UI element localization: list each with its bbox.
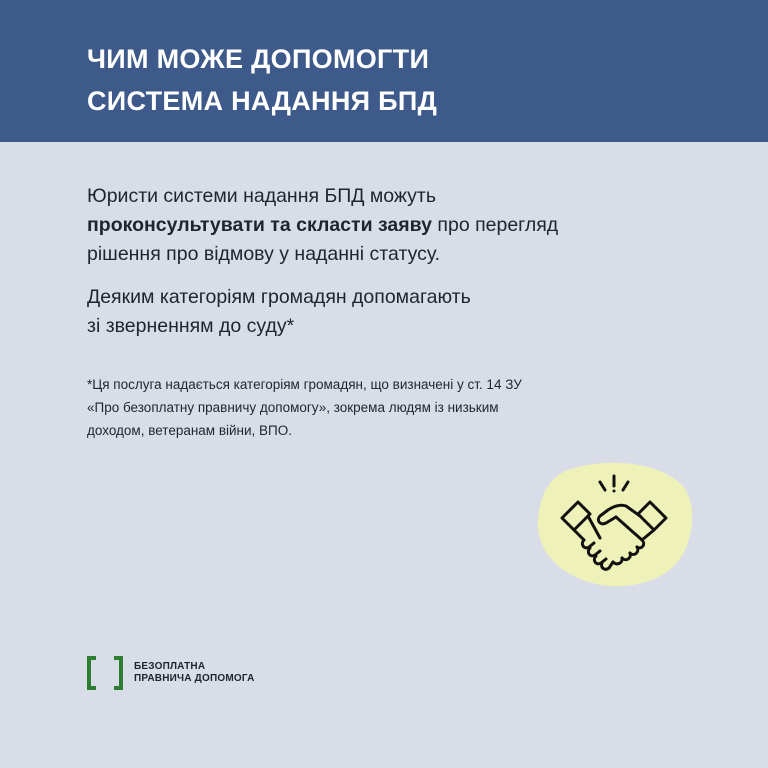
logo-line-1: БЕЗОПЛАТНА (134, 661, 206, 672)
footnote-line-1: *Ця послуга надається категоріям громадян, що визначені у ст. 14 ЗУ (87, 377, 522, 392)
paragraph-court-line-1: Деяким категоріям громадян допомагають (87, 286, 471, 308)
header-banner (0, 0, 768, 142)
title-line-1: ЧИМ МОЖЕ ДОПОМОГТИ (87, 44, 430, 74)
paragraph-lawyers-line-1: Юристи системи надання БПД можуть (87, 185, 437, 207)
paragraph-lawyers-line-2-rest: про перегляд (432, 214, 559, 236)
logo (86, 656, 255, 690)
logo-bracket-icon (86, 656, 124, 690)
page-title (87, 38, 437, 122)
paragraph-court (87, 283, 647, 341)
handshake-illustration (534, 460, 694, 590)
logo-text (134, 661, 255, 685)
highlight-consult-text: проконсультувати та скласти заяву (87, 214, 432, 236)
paragraph-lawyers-line-3: рішення про відмову у наданні статусу. (87, 243, 441, 265)
main-text (87, 182, 647, 355)
footnote-line-2: «Про безоплатну правничу допомогу», зокрема людям із низьким (87, 400, 499, 415)
logo-line-2: ПРАВНИЧА ДОПОМОГА (134, 673, 255, 684)
paragraph-lawyers (87, 182, 647, 269)
paragraph-court-line-2: зі зверненням до суду* (87, 315, 295, 337)
paragraph-lawyers-line-2 (87, 211, 647, 240)
title-line-2: СИСТЕМА НАДАННЯ БПД (87, 86, 438, 116)
footnote-line-3: доходом, ветеранам війни, ВПО. (87, 423, 293, 438)
footnote (87, 373, 607, 442)
